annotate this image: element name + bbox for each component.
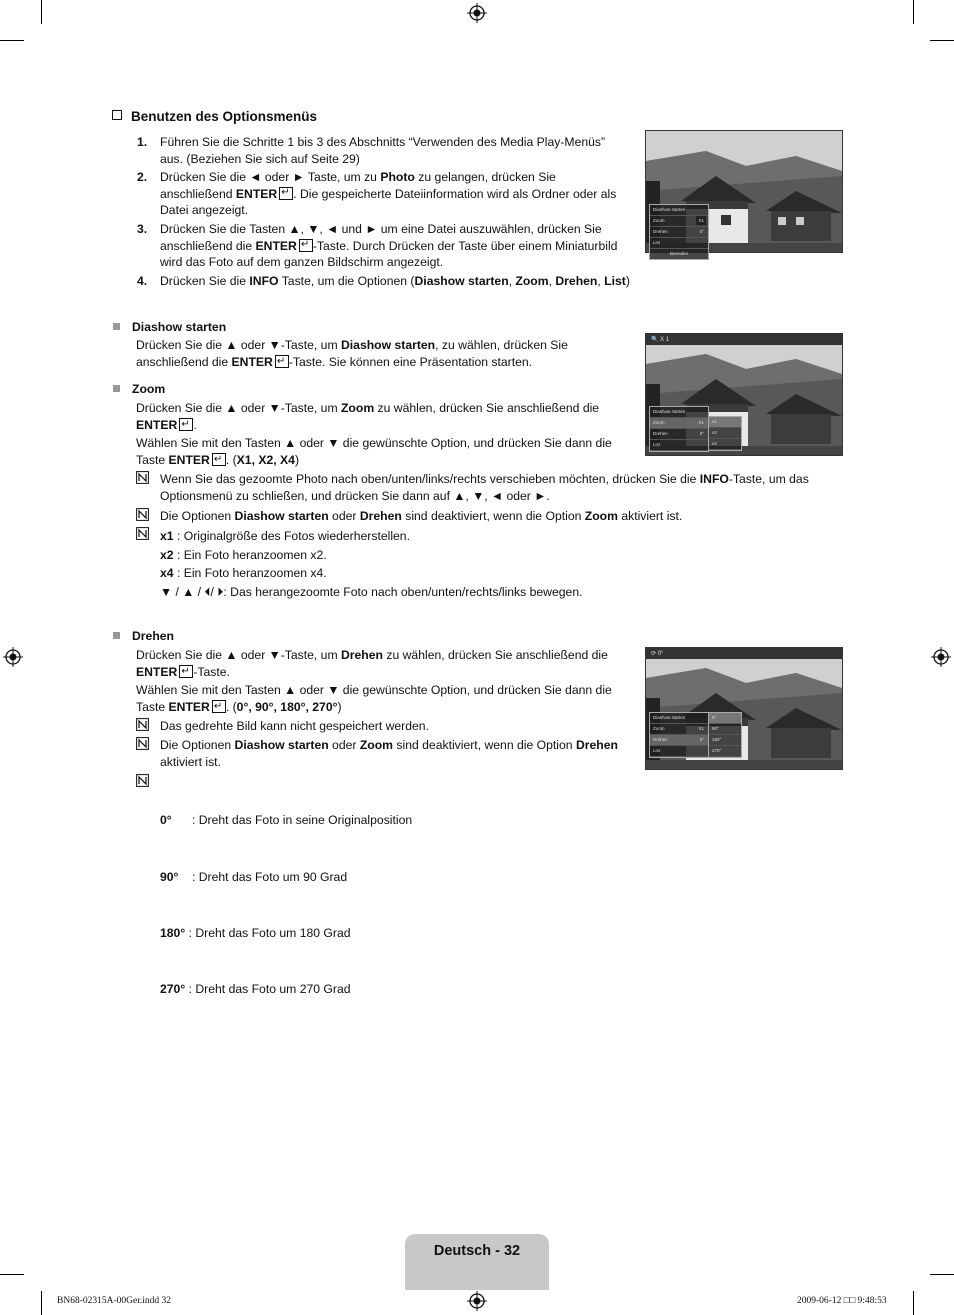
note-icon [136, 718, 149, 731]
options-menu: Diashow starten Zoom X1 Drehen 0° List [649, 712, 709, 758]
enter-key-icon [179, 665, 193, 678]
enter-key-icon [212, 453, 226, 466]
options-menu [649, 204, 709, 260]
file-slug: BN68-02315A-00Ger.indd 32 [57, 1296, 171, 1306]
step-text: Drücken Sie die Tasten ▲, ▼, ◄ und ► um eine Datei auszuwählen, drücken Sie anschließend die ENTER↵ -Taste. Durch Drücken der Taste über einem Miniaturbild wird das Foto auf dem ganzen Bildschirm angezeigt. [160, 221, 630, 271]
step-1: 1. Führen Sie die Schritte 1 bis 3 des Abschnitts “Verwenden des Media Play-Menüs” aus. (Beziehen Sie sich auf Seite 29) [137, 134, 627, 168]
enter-key-icon [279, 187, 293, 200]
subheading-diashow: Diashow starten [113, 320, 226, 334]
note-drehen-save: Das gedrehte Bild kann nicht gespeichert werden. [136, 718, 626, 736]
subheading-drehen: Drehen [113, 629, 174, 643]
step-3: 3. Drücken Sie die Tasten ▲, ▼, ◄ und ► um eine Datei auszuwählen, drücken Sie anschließend die ENTER↵ -Taste. Durch Drücken der Taste über einem Miniaturbild wird das Foto auf dem ganzen Bildschirm angezeigt. [137, 221, 627, 271]
step-4: 4. Drücken Sie die INFO Taste, um die Optionen (Diashow starten, Zoom, Drehen, List) [137, 273, 657, 291]
enter-key-icon [179, 418, 193, 431]
note-zoom-disabled: Die Optionen Diashow starten oder Drehen sind deaktiviert, wenn die Option Zoom aktiviert ist. [136, 508, 826, 526]
tv-screenshot-options-menu [645, 130, 843, 256]
note-icon [136, 774, 149, 787]
rotate-submenu: 0° 90° 180° 270° [708, 712, 742, 758]
menu-item-zoom[interactable]: Zoom X1 [650, 216, 708, 227]
zoom-text-2: Wählen Sie mit den Tasten ▲ oder ▼ die gewünschte Option, und drücken Sie dann die Taste ENTER↵ . (X1, X2, X4) [136, 435, 618, 469]
rotate-status: ⟳ 0° [651, 651, 664, 657]
crop-mark [913, 0, 914, 24]
menu-item-drehen[interactable]: Drehen 0° [650, 227, 708, 238]
tv-screenshot-zoom [645, 333, 843, 456]
square-bullet-icon [113, 323, 120, 330]
square-bullet-icon [113, 385, 120, 392]
diashow-text: Drücken Sie die ▲ oder ▼-Taste, um Diashow starten, zu wählen, drücken Sie anschließend die ENTER↵ -Taste. Sie können eine Präsentation starten. [136, 337, 606, 371]
zoom-text-1: Drücken Sie die ▲ oder ▼-Taste, um Zoom zu wählen, drücken Sie anschließend die ENTER↵ . [136, 400, 618, 434]
note-zoom-move: Wenn Sie das gezoomte Photo nach oben/unten/links/rechts verschieben möchten, drücken Sie die INFO-Taste, um das Optionsmenü zu schließen, und drücken Sie dann auf ▲, ▼, ◄ oder ►. [136, 471, 826, 507]
note-icon [136, 527, 149, 540]
section-title: Benutzen des Optionsmenüs [112, 109, 317, 124]
menu-item-diashow[interactable]: Diashow starten [650, 205, 708, 216]
registration-mark-icon [467, 1291, 487, 1311]
subheading-zoom: Zoom [113, 382, 165, 396]
square-bullet-icon [113, 632, 120, 639]
date-slug: 2009-06-12 □□ 9:48:53 [797, 1296, 887, 1306]
step-text: Führen Sie die Schritte 1 bis 3 des Abschnitts “Verwenden des Media Play-Menüs” aus. (Beziehen Sie sich auf Seite 29) [160, 135, 606, 166]
crop-mark [0, 1274, 24, 1275]
registration-mark-icon [467, 3, 487, 23]
enter-key-icon [212, 700, 226, 713]
note-zoom-levels: x1 : Originalgröße des Fotos wiederherstellen. x2 : Ein Foto heranzoomen x2. x4 : Ein Foto heranzoomen x4. ▼ / ▲ / ⏴/ ⏵: Das herangezoomte Foto nach oben/unten/rechts/links bewegen. [136, 527, 826, 603]
page-number-tab: Deutsch - 32 [405, 1234, 549, 1290]
zoom-status: 🔍 X 1 [651, 337, 670, 343]
step-text: Drücken Sie die INFO Taste, um die Optionen (Diashow starten, Zoom, Drehen, List) [160, 274, 630, 288]
step-2: 2. Drücken Sie die ◄ oder ► Taste, um zu Photo zu gelangen, drücken Sie anschließend ENTER↵ . Die gespeicherte Dateiinformation wird als Ordner oder als Datei angezeigt. [137, 169, 627, 219]
zoom-submenu: x1 x2 x4 [708, 416, 742, 451]
options-menu: Diashow starten Zoom X1 Drehen 0° List [649, 406, 709, 452]
crop-mark [913, 1291, 914, 1315]
note-drehen-disabled: Die Optionen Diashow starten oder Zoom sind deaktiviert, wenn die Option Drehen aktiviert ist. [136, 737, 626, 773]
registration-mark-icon [931, 647, 951, 667]
note-icon [136, 471, 149, 484]
note-icon [136, 508, 149, 521]
menu-item-list[interactable]: List [650, 238, 708, 249]
step-text: Drücken Sie die ◄ oder ► Taste, um zu Photo zu gelangen, drücken Sie anschließend ENTER↵ . Die gespeicherte Dateiinformation wird als Ordner oder als Datei angezeigt. [160, 169, 630, 219]
enter-key-icon [299, 239, 313, 252]
drehen-text-2: Wählen Sie mit den Tasten ▲ oder ▼ die gewünschte Option, und drücken Sie dann die Taste ENTER↵ . (0°, 90°, 180°, 270°) [136, 682, 618, 716]
exit-button[interactable]: Beenden [669, 251, 689, 256]
checkbox-bullet-icon [112, 110, 122, 120]
tv-screenshot-rotate [645, 647, 843, 770]
note-icon [136, 737, 149, 750]
registration-mark-icon [3, 647, 23, 667]
note-drehen-angles: 0° : Dreht das Foto in seine Originalposition 90° : Dreht das Foto um 90 Grad 180° : Dreht das Foto um 180 Grad 270° : Dreht das Foto um 270 Grad [136, 774, 626, 850]
crop-mark [41, 0, 42, 24]
crop-mark [930, 1274, 954, 1275]
crop-mark [41, 1291, 42, 1315]
enter-key-icon [275, 355, 289, 368]
crop-mark [930, 40, 954, 41]
crop-mark [0, 40, 24, 41]
drehen-text-1: Drücken Sie die ▲ oder ▼-Taste, um Drehen zu wählen, drücken Sie anschließend die ENTER↵ -Taste. [136, 647, 618, 681]
